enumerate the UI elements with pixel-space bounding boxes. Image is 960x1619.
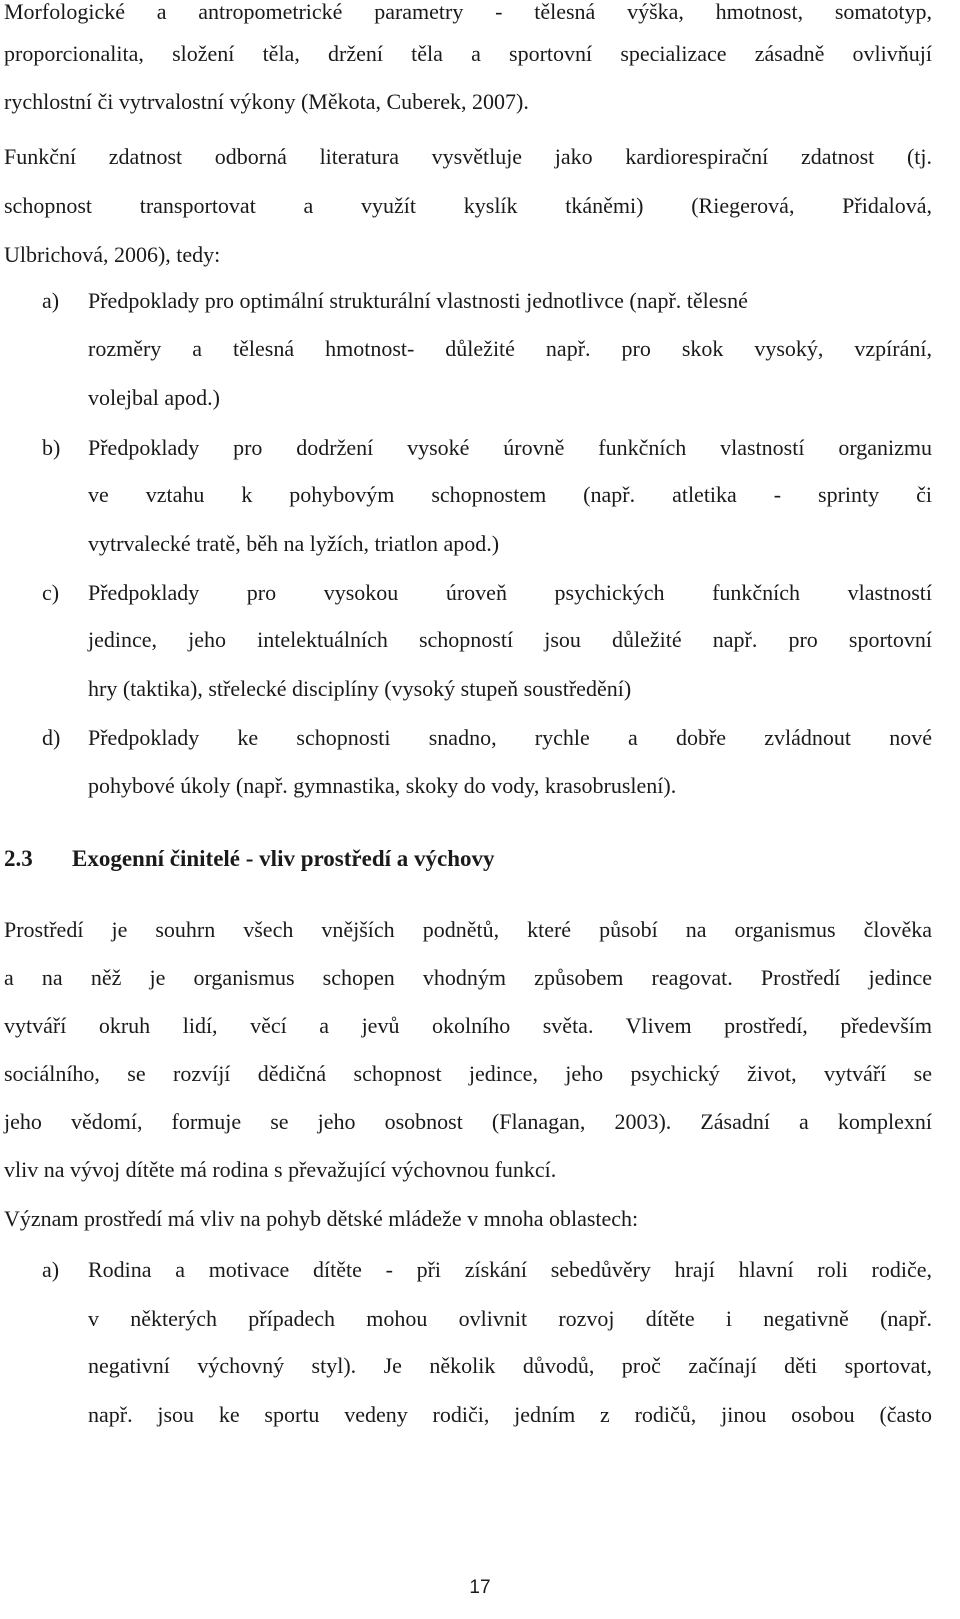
body-line: Prostředí je souhrn všech vnějších podnětů, které působí na organismus člověka xyxy=(4,917,932,942)
list-item-line: Rodina a motivace dítěte - při získání sebedůvěry hrají hlavní roli rodiče, xyxy=(88,1257,932,1282)
body-line: Význam prostředí má vliv na pohyb dětské mládeže v mnoha oblastech: xyxy=(4,1206,639,1231)
page-number: 17 xyxy=(469,1577,491,1598)
list-item-line: volejbal apod.) xyxy=(88,385,220,410)
intro-line: rychlostní či vytrvalostní výkony (Měkota, Cuberek, 2007). xyxy=(4,89,529,114)
list-item-line: ve vztahu k pohybovým schopnostem (např. atletika - sprinty či xyxy=(88,482,932,507)
body-line: sociálního, se rozvíjí dědičná schopnost jedince, jeho psychický život, vytváří se xyxy=(4,1061,932,1086)
list-label: c) xyxy=(42,580,60,605)
intro-line: schopnost transportovat a využít kyslík tkáněmi) (Riegerová, Přidalová, xyxy=(4,193,932,218)
list-item-line: v některých případech mohou ovlivnit rozvoj dítěte i negativně (např. xyxy=(88,1306,932,1331)
intro-line: Morfologické a antropometrické parametry - tělesná výška, hmotnost, somatotyp, xyxy=(4,0,932,24)
body-line: vliv na vývoj dítěte má rodina s převažující výchovnou funkcí. xyxy=(4,1157,557,1182)
list-item-line: negativní výchovný styl). Je několik důvodů, proč začínají děti sportovat, xyxy=(88,1353,932,1378)
section-heading xyxy=(4,839,932,879)
list-label: a) xyxy=(42,1257,60,1282)
intro-line: proporcionalita, složení těla, držení těla a sportovní specializace zásadně ovlivňují xyxy=(4,41,932,66)
list-label: d) xyxy=(42,725,61,750)
list-item-line: Předpoklady ke schopnosti snadno, rychle a dobře zvládnout nové xyxy=(88,725,932,750)
list-item-line: rozměry a tělesná hmotnost- důležité např. pro skok vysoký, vzpírání, xyxy=(88,336,932,361)
section-title: Exogenní činitelé - vliv prostředí a výchovy xyxy=(72,846,495,871)
section-number: 2.3 xyxy=(4,846,33,871)
body-line: vytváří okruh lidí, věcí a jevů okolního světa. Vlivem prostředí, především xyxy=(4,1013,932,1038)
list-item-line: Předpoklady pro optimální strukturální vlastnosti jednotlivce (např. tělesné xyxy=(88,288,748,313)
list-item-line: pohybové úkoly (např. gymnastika, skoky do vody, krasobruslení). xyxy=(88,773,677,798)
list-label: a) xyxy=(42,288,60,313)
list-item-line: Předpoklady pro vysokou úroveň psychických funkčních vlastností xyxy=(88,580,932,605)
list-item-line: Předpoklady pro dodržení vysoké úrovně funkčních vlastností organizmu xyxy=(88,435,932,460)
list-item-line: jedince, jeho intelektuálních schopností jsou důležité např. pro sportovní xyxy=(88,627,932,652)
intro-line: Ulbrichová, 2006), tedy: xyxy=(4,242,221,267)
intro-line: Funkční zdatnost odborná literatura vysvětluje jako kardiorespirační zdatnost (tj. xyxy=(4,144,932,169)
list-label: b) xyxy=(42,435,61,460)
body-line: a na něž je organismus schopen vhodným způsobem reagovat. Prostředí jedince xyxy=(4,965,932,990)
list-item-line: vytrvalecké tratě, běh na lyžích, triatlon apod.) xyxy=(88,531,500,556)
list-item-line: např. jsou ke sportu vedeny rodiči, jedním z rodičů, jinou osobou (často xyxy=(88,1402,932,1427)
list-item-line: hry (taktika), střelecké disciplíny (vysoký stupeň soustředění) xyxy=(88,676,632,701)
body-line: jeho vědomí, formuje se jeho osobnost (Flanagan, 2003). Zásadní a komplexní xyxy=(4,1109,932,1134)
